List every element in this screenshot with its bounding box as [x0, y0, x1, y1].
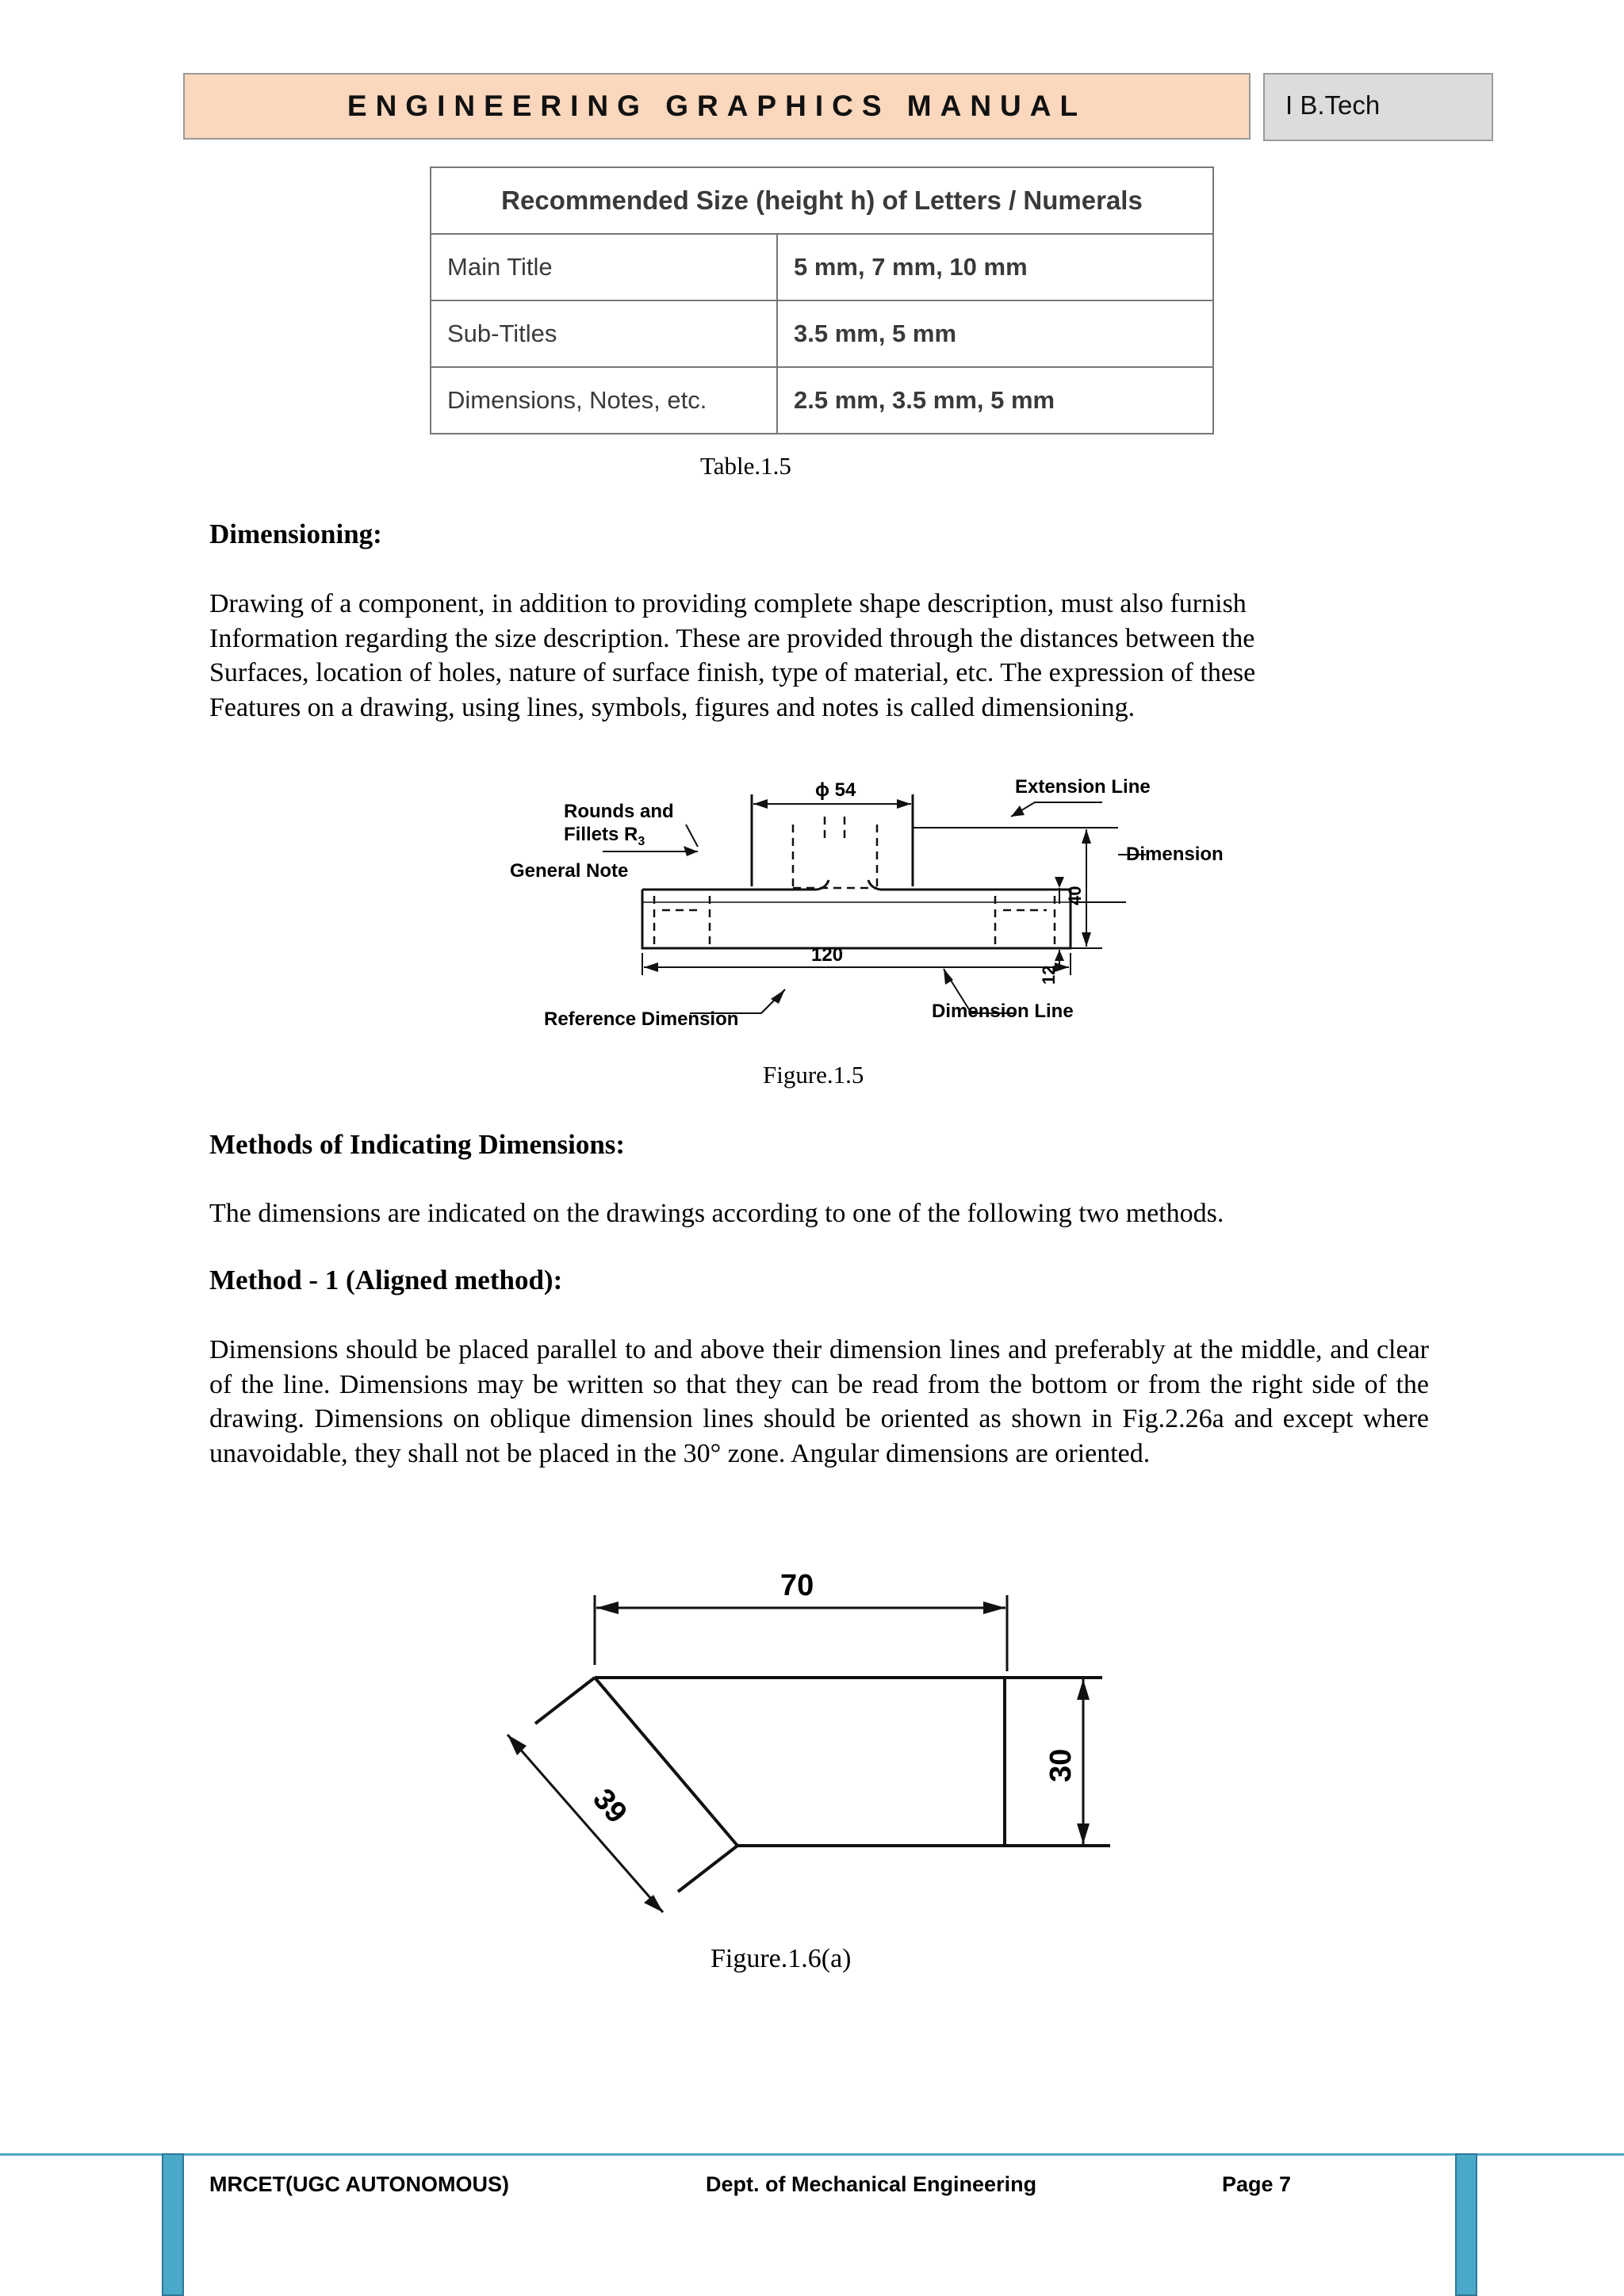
table-cell-item: Main Title: [431, 234, 777, 300]
method1-heading: Method - 1 (Aligned method):: [209, 1265, 563, 1295]
footer-department: Dept. of Mechanical Engineering: [706, 2172, 1037, 2196]
paragraph-line: Surfaces, location of holes, nature of surface finish, type of material, etc. The expression of these: [209, 658, 1256, 687]
paragraph-line: Features on a drawing, using lines, symbols, figures and notes is called dimensioning.: [209, 692, 1136, 722]
label-rounds: Rounds and: [564, 801, 674, 822]
table-cell-item: Dimensions, Notes, etc.: [431, 367, 777, 434]
methods-paragraph: The dimensions are indicated on the drawings according to one of the following two methods.: [209, 1199, 1224, 1228]
label-dimension-line: Dimension Line: [932, 1001, 1074, 1022]
label-reference-dimension: Reference Dimension: [544, 1008, 739, 1030]
label-fillets-subscript: 3: [638, 835, 645, 848]
base-plate-outline: [642, 890, 1071, 948]
footer-page-number: Page 7: [1222, 2172, 1292, 2196]
dimensioning-paragraph: [209, 587, 1431, 725]
footer-right-bar: [1455, 2153, 1477, 2296]
label-dim-39: 39: [586, 1782, 634, 1830]
footer-institution: MRCET(UGC AUTONOMOUS): [209, 2172, 509, 2196]
table-row: [431, 367, 1213, 434]
table-row: [431, 234, 1213, 300]
table-cell-item: Sub-Titles: [431, 300, 777, 367]
label-dim-12: 12: [1039, 965, 1059, 985]
table-cell-size: 3.5 mm, 5 mm: [777, 300, 1213, 367]
letter-size-table: [430, 166, 1214, 434]
label-extension-line: Extension Line: [1015, 776, 1151, 798]
aligned-method-figure: [492, 1570, 1126, 1927]
label-general-note: General Note: [510, 860, 629, 882]
label-fillets: [564, 824, 645, 848]
paragraph-line: Information regarding the size description. These are provided through the distances between the: [209, 623, 1255, 653]
course-badge: I B.Tech: [1263, 73, 1493, 141]
method1-paragraph: Dimensions should be placed parallel to and above their dimension lines and preferably at the middle, and clear of the line. Dimensions may be written so that they can be read from the bottom or from the right side of the drawing. Dimensions on oblique dimension lines should be oriented as shown in Fig.2.26a and except where unavoidable, they shall not be placed in the 30° zone. Angular dimensions are oriented.: [209, 1335, 1429, 1468]
label-dim-40: 40: [1065, 886, 1085, 905]
table-cell-size: 2.5 mm, 3.5 mm, 5 mm: [777, 367, 1213, 434]
label-diameter: ϕ 54: [815, 779, 856, 801]
dimensioning-figure: [500, 769, 1245, 1047]
table-cell-size: 5 mm, 7 mm, 10 mm: [777, 234, 1213, 300]
table-heading: Recommended Size (height h) of Letters / Numerals: [431, 167, 1213, 234]
dimensioning-heading: Dimensioning:: [209, 519, 382, 549]
label-dim-120: 120: [811, 944, 844, 966]
manual-title: ENGINEERING GRAPHICS MANUAL: [183, 73, 1251, 140]
table-row: [431, 300, 1213, 367]
figure-1-6a-caption: Figure.1.6(a): [710, 1944, 852, 1973]
label-dimension: Dimension: [1126, 844, 1224, 865]
label-fillets-text: Fillets R: [564, 824, 638, 845]
label-dim-30: 30: [1044, 1748, 1078, 1782]
figure-1-5-caption: Figure.1.5: [763, 1061, 864, 1089]
table-caption: Table.1.5: [700, 452, 791, 480]
methods-heading: Methods of Indicating Dimensions:: [209, 1129, 626, 1160]
label-dim-70: 70: [780, 1570, 814, 1602]
paragraph-line: Drawing of a component, in addition to providing complete shape description, must also furnish: [209, 589, 1247, 618]
footer-left-bar: [162, 2153, 184, 2296]
footer-rule: [0, 2153, 1624, 2156]
